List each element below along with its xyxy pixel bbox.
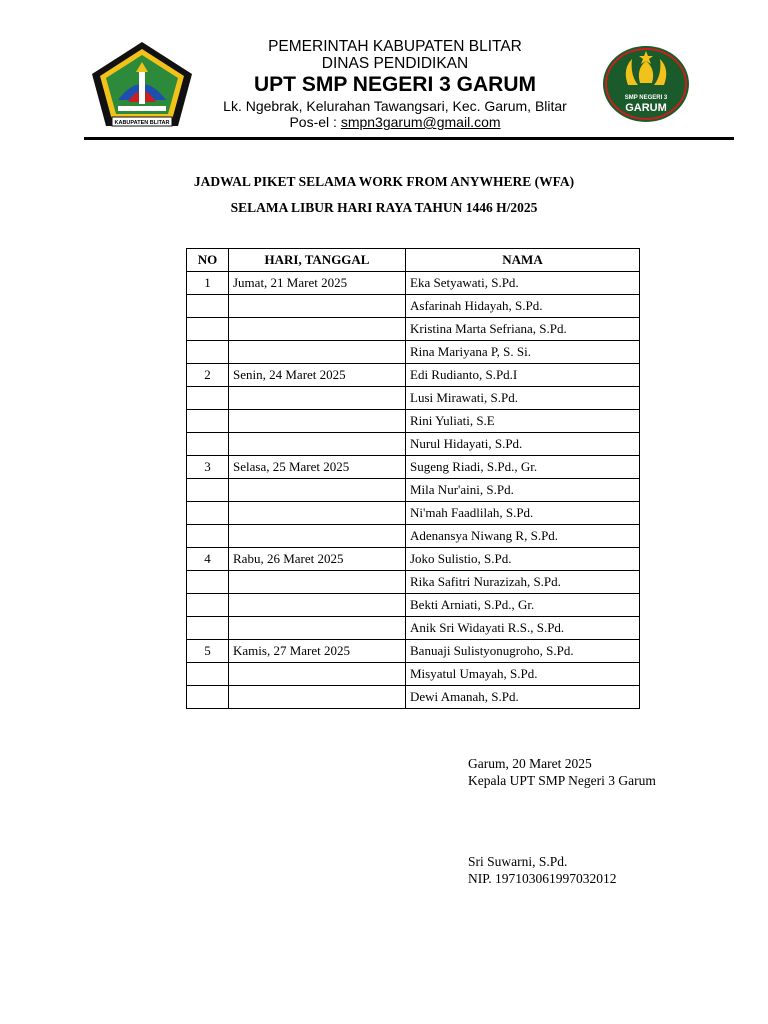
cell-day-date — [229, 686, 406, 709]
cell-no — [187, 433, 229, 456]
cell-name: Bekti Arniati, S.Pd., Gr. — [406, 594, 640, 617]
cell-name: Anik Sri Widayati R.S., S.Pd. — [406, 617, 640, 640]
cell-no — [187, 571, 229, 594]
cell-no — [187, 318, 229, 341]
cell-day-date: Rabu, 26 Maret 2025 — [229, 548, 406, 571]
table-row — [187, 387, 640, 410]
document-subtitle: SELAMA LIBUR HARI RAYA TAHUN 1446 H/2025 — [230, 200, 538, 215]
government-name: PEMERINTAH KABUPATEN BLITAR — [268, 38, 522, 55]
cell-no — [187, 341, 229, 364]
cell-day-date — [229, 571, 406, 594]
signature-name: Sri Suwarni, S.Pd. — [468, 854, 568, 869]
cell-name: Eka Setyawati, S.Pd. — [406, 272, 640, 295]
cell-name: Joko Sulistio, S.Pd. — [406, 548, 640, 571]
cell-name: Edi Rudianto, S.Pd.I — [406, 364, 640, 387]
svg-text:KABUPATEN BLITAR: KABUPATEN BLITAR — [114, 120, 170, 126]
table-row — [187, 410, 640, 433]
school-name: UPT SMP NEGERI 3 GARUM — [254, 73, 536, 96]
table-row — [187, 502, 640, 525]
cell-name: Lusi Mirawati, S.Pd. — [406, 387, 640, 410]
kabupaten-blitar-logo — [88, 40, 196, 128]
table-row — [187, 548, 640, 571]
table-row — [187, 617, 640, 640]
header-name: NAMA — [406, 249, 640, 272]
cell-no — [187, 594, 229, 617]
cell-name: Rika Safitri Nurazizah, S.Pd. — [406, 571, 640, 594]
document-title: JADWAL PIKET SELAMA WORK FROM ANYWHERE (WFA) — [193, 174, 575, 189]
letterhead-divider — [84, 137, 734, 140]
cell-no — [187, 410, 229, 433]
signature-nip: NIP. 197103061997032012 — [468, 871, 617, 886]
cell-name: Mila Nur'aini, S.Pd. — [406, 479, 640, 502]
cell-no — [187, 479, 229, 502]
cell-no — [187, 502, 229, 525]
smpn3-garum-logo — [602, 45, 690, 123]
school-address: Lk. Ngebrak, Kelurahan Tawangsari, Kec. Garum, Blitar — [223, 98, 567, 114]
cell-day-date — [229, 433, 406, 456]
cell-day-date — [229, 525, 406, 548]
cell-no: 3 — [187, 456, 229, 479]
table-row — [187, 594, 640, 617]
schedule-table — [186, 248, 640, 709]
cell-day-date — [229, 341, 406, 364]
cell-day-date — [229, 295, 406, 318]
cell-name: Dewi Amanah, S.Pd. — [406, 686, 640, 709]
cell-no: 5 — [187, 640, 229, 663]
cell-name: Nurul Hidayati, S.Pd. — [406, 433, 640, 456]
cell-day-date — [229, 479, 406, 502]
cell-no — [187, 295, 229, 318]
cell-day-date — [229, 617, 406, 640]
email-link[interactable]: smpn3garum@gmail.com — [340, 114, 501, 130]
cell-day-date — [229, 594, 406, 617]
svg-text:SMP NEGERI 3: SMP NEGERI 3 — [624, 95, 668, 101]
cell-day-date — [229, 318, 406, 341]
department-name: DINAS PENDIDIKAN — [321, 55, 469, 72]
signature-place-date: Garum, 20 Maret 2025 — [468, 756, 592, 771]
cell-name: Ni'mah Faadlilah, S.Pd. — [406, 502, 640, 525]
cell-day-date — [229, 663, 406, 686]
cell-day-date: Senin, 24 Maret 2025 — [229, 364, 406, 387]
table-row — [187, 686, 640, 709]
signature-position: Kepala UPT SMP Negeri 3 Garum — [468, 773, 656, 788]
cell-day-date: Kamis, 27 Maret 2025 — [229, 640, 406, 663]
cell-name: Sugeng Riadi, S.Pd., Gr. — [406, 456, 640, 479]
table-row — [187, 272, 640, 295]
cell-name: Banuaji Sulistyonugroho, S.Pd. — [406, 640, 640, 663]
svg-text:GARUM: GARUM — [625, 102, 667, 114]
cell-day-date: Selasa, 25 Maret 2025 — [229, 456, 406, 479]
cell-name: Adenansya Niwang R, S.Pd. — [406, 525, 640, 548]
header-day-date: HARI, TANGGAL — [229, 249, 406, 272]
table-row — [187, 525, 640, 548]
cell-no: 1 — [187, 272, 229, 295]
cell-day-date — [229, 410, 406, 433]
table-body — [187, 272, 640, 709]
table-row — [187, 364, 640, 387]
cell-no — [187, 663, 229, 686]
cell-day-date — [229, 387, 406, 410]
cell-no — [187, 617, 229, 640]
cell-name: Asfarinah Hidayah, S.Pd. — [406, 295, 640, 318]
cell-name: Rini Yuliati, S.E — [406, 410, 640, 433]
cell-no — [187, 525, 229, 548]
table-row — [187, 663, 640, 686]
table-row — [187, 341, 640, 364]
cell-name: Misyatul Umayah, S.Pd. — [406, 663, 640, 686]
email-label: Pos-el : — [289, 114, 341, 130]
table-header-row — [187, 249, 640, 272]
letterhead — [200, 38, 590, 130]
cell-no: 4 — [187, 548, 229, 571]
email-line — [200, 114, 590, 130]
cell-no: 2 — [187, 364, 229, 387]
cell-name: Rina Mariyana P, S. Si. — [406, 341, 640, 364]
table-row — [187, 571, 640, 594]
table-row — [187, 456, 640, 479]
cell-day-date — [229, 502, 406, 525]
table-row — [187, 479, 640, 502]
cell-day-date: Jumat, 21 Maret 2025 — [229, 272, 406, 295]
cell-no — [187, 686, 229, 709]
table-row — [187, 433, 640, 456]
table-row — [187, 318, 640, 341]
table-row — [187, 640, 640, 663]
table-row — [187, 295, 640, 318]
cell-name: Kristina Marta Sefriana, S.Pd. — [406, 318, 640, 341]
header-no: NO — [187, 249, 229, 272]
cell-no — [187, 387, 229, 410]
